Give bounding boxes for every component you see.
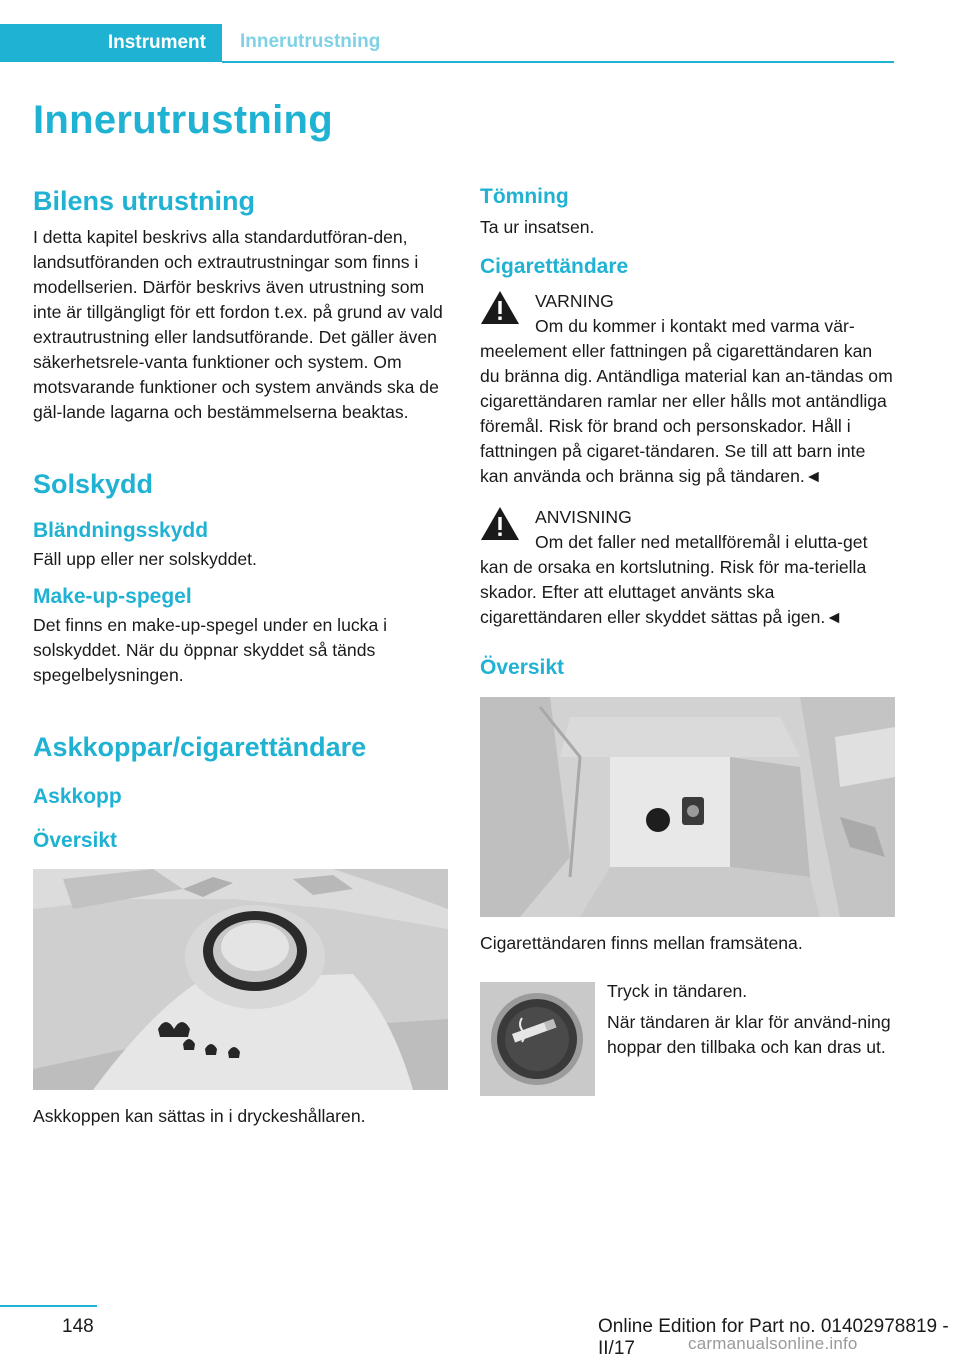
notice-text: Om det faller ned metallföremål i elutta-get kan de orsaka en kortslutning. Risk för ma-teriella skador. Efter att eluttaget använts ska cigarettändaren eller skyddet sättas på igen.◄	[480, 532, 868, 627]
left-column	[33, 186, 448, 1129]
ashtray-heading: Askkoppar/cigarettändare	[33, 732, 367, 762]
glare-text: Fäll upp eller ner solskyddet.	[33, 549, 257, 569]
lighter-heading: Cigarettändare	[480, 255, 629, 278]
notice-label: ANVISNING	[535, 507, 632, 527]
lighter-detail-row	[480, 979, 895, 1099]
emptying-heading: Tömning	[480, 185, 569, 208]
header-tab-instrument-label: Instrument	[107, 32, 206, 53]
ashtray-photo	[33, 869, 448, 1090]
right-column	[480, 185, 895, 1099]
makeup-text: Det finns en make-up-spegel under en lucka i solskyddet. När du öppnar skyddet så tänds spegelbelysningen.	[33, 615, 388, 685]
emptying-text: Ta ur insatsen.	[480, 217, 595, 237]
glare-heading: Bländningsskydd	[33, 519, 209, 542]
equipment-text: I detta kapitel beskrivs alla standardutföran-den, landsutföranden och extrautrustningar som finns i modellserien. Därför beskrivs även utrustning som inte är tillgängligt för ett fordon t.ex. på grund av vald extrautrustning eller landsutförande. Det gäller även säkerhetsrele-vanta funktioner och system. Om motsvarande funktioner och system används ska de gäl-lande lagarna och bestämmelserna beaktas.	[33, 227, 443, 422]
header-rule	[222, 61, 894, 63]
edition-info: Online Edition for Part no. 01402978819 - II/17	[598, 1316, 949, 1359]
equipment-heading: Bilens utrustning	[33, 186, 255, 216]
lighter-overview-heading: Översikt	[480, 656, 565, 679]
lighter-closeup-photo	[480, 982, 595, 1096]
makeup-heading: Make-up-spegel	[33, 585, 192, 608]
header-tab-innerutrustning[interactable]: Innerutrustning	[240, 31, 381, 52]
warning-triangle-icon	[480, 289, 520, 325]
lighter-caption: Cigarettändaren finns mellan framsätena.	[480, 933, 803, 953]
press-lighter-text: Tryck in tändaren.	[607, 981, 748, 1001]
lighter-photo	[480, 697, 895, 917]
page-number: 148	[62, 1316, 94, 1337]
warning-text: Om du kommer i kontakt med varma vär-meelement eller fattningen på cigarettändaren kan du bränna dig. Antändliga material kan an-tändas om cigarettändaren ramlar ner eller hålls mot antändliga föremål. Risk för brand och personskador. Håll i fattningen på cigaret-tändaren. Se till att barn inte kan använda och bränna sig på tändaren.◄	[480, 316, 893, 486]
warning-label: VARNING	[535, 291, 614, 311]
ashtray-caption: Askkoppen kan sättas in i dryckeshållaren.	[33, 1106, 366, 1126]
ashtray-overview-heading: Översikt	[33, 829, 118, 852]
ashtray-subheading: Askkopp	[33, 785, 122, 808]
notice-block	[480, 505, 895, 630]
sunshade-heading: Solskydd	[33, 469, 154, 499]
notice-triangle-icon	[480, 505, 520, 541]
footer-rule	[0, 1305, 97, 1307]
warning-block	[480, 289, 895, 489]
watermark: carmanualsonline.info	[688, 1334, 858, 1353]
lighter-ready-text: När tändaren är klar för använd-ning hoppar den tillbaka och kan dras ut.	[607, 1012, 891, 1057]
page-title: Innerutrustning	[33, 98, 334, 142]
header-tab-instrument[interactable]	[0, 24, 222, 62]
